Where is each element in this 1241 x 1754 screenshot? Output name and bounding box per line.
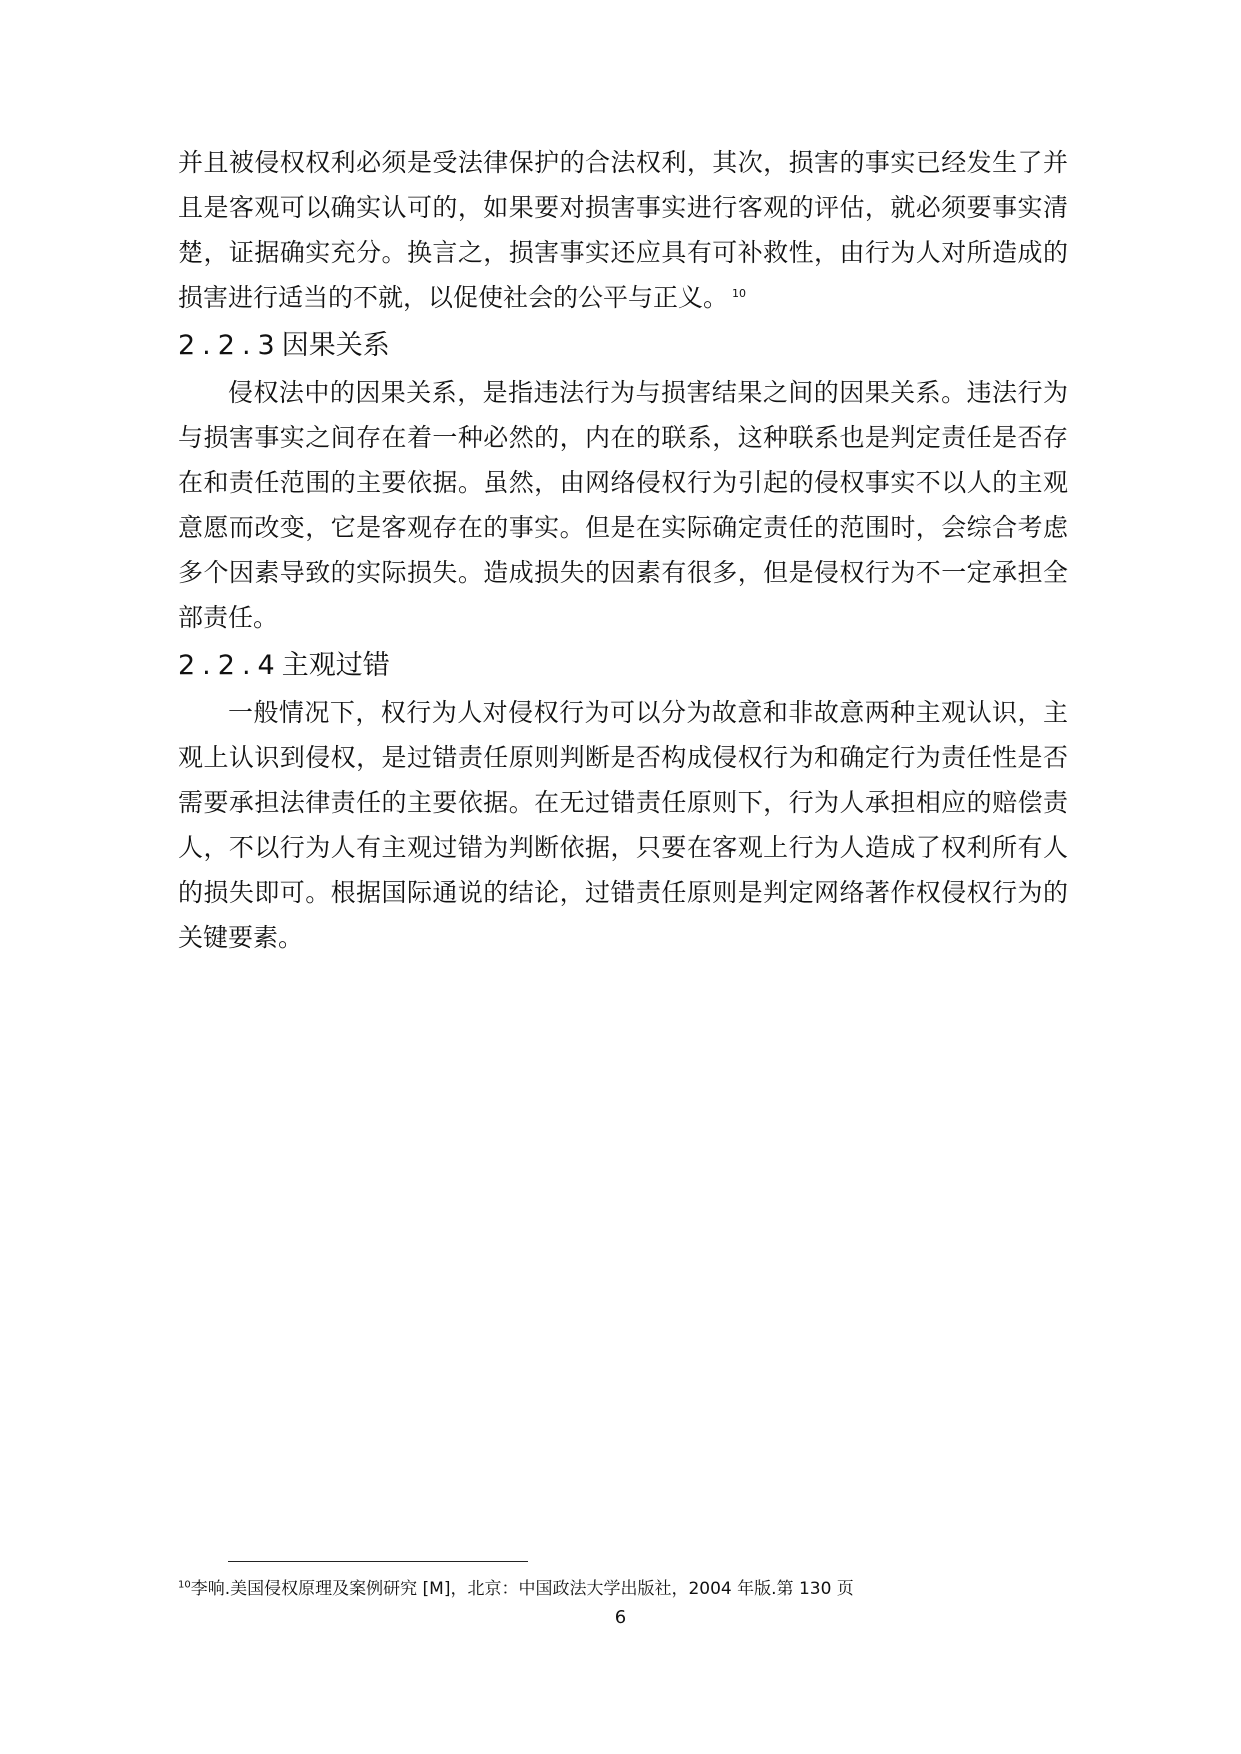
footnote-separator [228, 1561, 528, 1562]
paragraph-causation: 侵权法中的因果关系，是指违法行为与损害结果之间的因果关系。违法行为与损害事实之间存在着一种必然的，内在的联系，这种联系也是判定责任是否存在和责任范围的主要依据。虽然，由网络侵权行为引起的侵权事实不以人的主观意愿而改变，它是客观存在的事实。但是在实际确定责任的范围时，会综合考虑多个因素导致的实际损失。造成损失的因素有很多，但是侵权行为不一定承担全部责任。 [178, 378, 1068, 632]
footnote-reference: 10 [732, 286, 747, 300]
section-title: 因果关系 [281, 330, 390, 361]
section-title: 主观过错 [281, 650, 390, 681]
page-number: 6 [614, 1607, 627, 1628]
paragraph-subjective-fault: 一般情况下，权行为人对侵权行为可以分为故意和非故意两种主观认识，主观上认识到侵权，是过错责任原则判断是否构成侵权行为和确定行为责任性是否需要承担法律责任的主要依据。在无过错责任原则下，行为人承担相应的赔偿责人，不以行为人有主观过错为判断依据，只要在客观上行为人造成了权利所有人的损失即可。根据国际通说的结论，过错责任原则是判定网络著作权侵权行为的关键要素。 [178, 698, 1068, 952]
footnote [178, 1577, 1078, 1601]
paragraph-intro [178, 140, 1068, 320]
section-heading-2-2-4 [178, 644, 1068, 688]
section-number: 2.2.3 [178, 330, 282, 361]
section-number: 2.2.4 [178, 650, 282, 681]
section-heading-2-2-3 [178, 324, 1068, 368]
body-text [178, 140, 1068, 960]
footnote-mark: 10 [178, 1579, 191, 1591]
paragraph-intro-text: 并且被侵权权利必须是受法律保护的合法权利，其次，损害的事实已经发生了并且是客观可以确实认可的，如果要对损害事实进行客观的评估，就必须要事实清楚，证据确实充分。换言之，损害事实还应具有可补救性，由行为人对所造成的损害进行适当的不就，以促使社会的公平与正义。 [178, 148, 1068, 312]
footnote-text: 李响.美国侵权原理及案例研究 [M]，北京：中国政法大学出版社，2004 年版.第 130 页 [190, 1579, 854, 1599]
